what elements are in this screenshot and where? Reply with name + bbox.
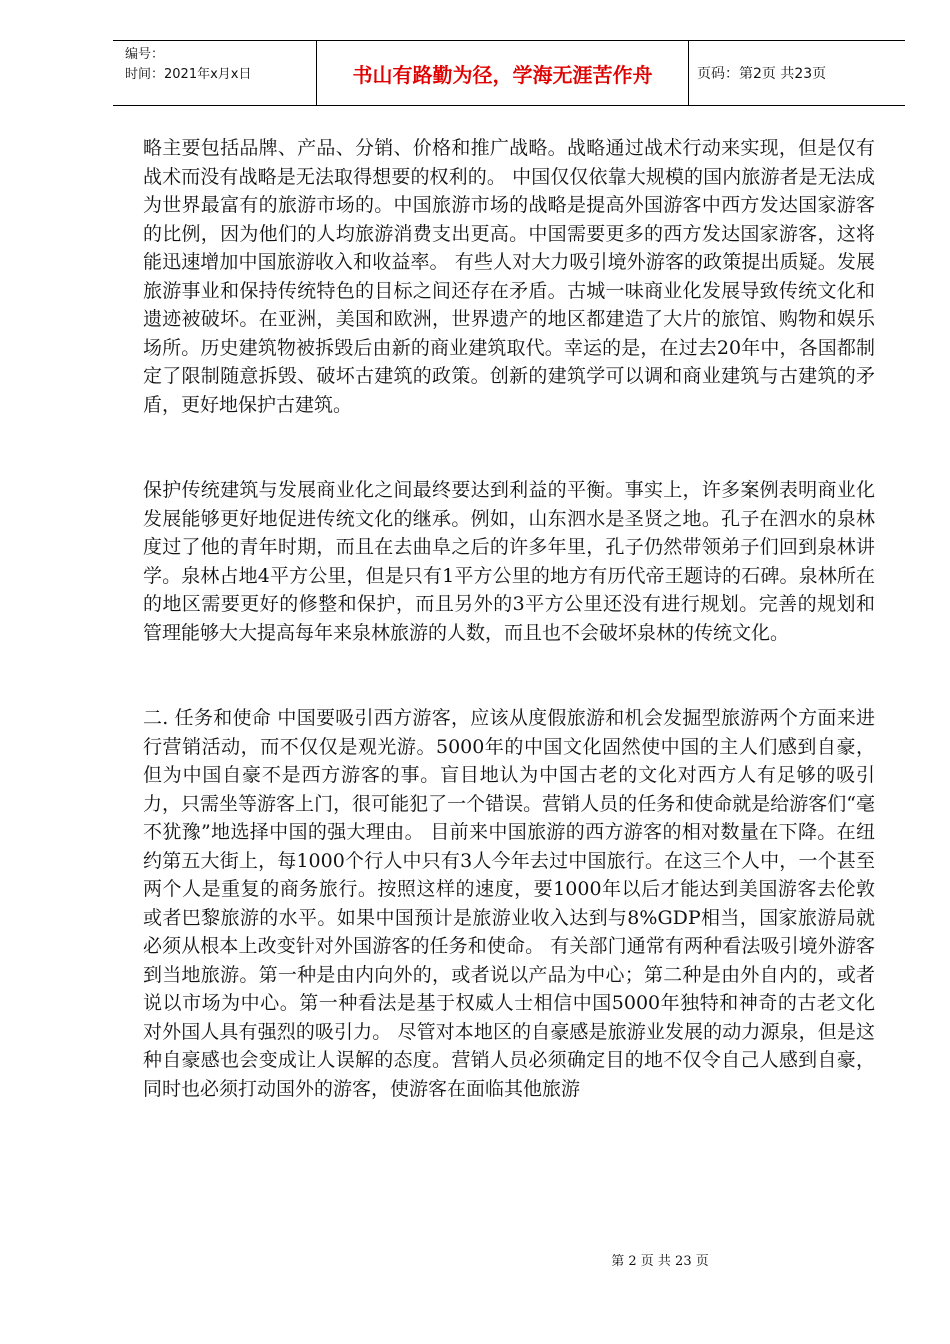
paragraph-1: 略主要包括品牌、产品、分销、价格和推广战略。战略通过战术行动来实现，但是仅有战术而没有战略是无法取得想要的权利的。 中国仅仅依靠大规模的国内旅游者是无法成为世界最富有的旅游市场的。中国旅游市场的战略是提高外国游客中西方发达国家游客的比例，因为他们的人均旅游消费支出更高。中国需要更多的西方发达国家游客，这将能迅速增加中国旅游收入和收益率。 有些人对大力吸引境外游客的政策提出质疑。发展旅游事业和保持传统特色的目标之间还存在矛盾。古城一味商业化发展导致传统文化和遗迹被破坏。在亚洲，美国和欧洲，世界遗产的地区都建造了大片的旅馆、购物和娱乐场所。历史建筑物被拆毁后由新的商业建筑取代。幸运的是，在过去20年中，各国都制定了限制随意拆毁、破坏古建筑的政策。创新的建筑学可以调和商业建筑与古建筑的矛盾，更好地保护古建筑。	[143, 137, 875, 416]
document-body	[143, 134, 875, 1103]
page-footer: 第 2 页 共 23 页	[611, 1254, 709, 1269]
number-label: 编号：	[125, 47, 165, 62]
paragraph-3: 二. 任务和使命 中国要吸引西方游客，应该从度假旅游和机会发掘型旅游两个方面来进行营销活动，而不仅仅是观光游。5000年的中国文化固然使中国的主人们感到自豪，但为中国自豪不是西方游客的事。盲目地认为中国古老的文化对西方人有足够的吸引力，只需坐等游客上门，很可能犯了一个错误。营销人员的任务和使命就是给游客们“毫不犹豫”地选择中国的强大理由。 目前来中国旅游的西方游客的相对数量在下降。在纽约第五大街上，每1000个行人中只有3人今年去过中国旅行。在这三个人中，一个甚至两个人是重复的商务旅行。按照这样的速度，要1000年以后才能达到美国游客去伦敦或者巴黎旅游的水平。如果中国预计是旅游业收入达到与8%GDP相当，国家旅游局就必须从根本上改变针对外国游客的任务和使命。 有关部门通常有两种看法吸引境外游客到当地旅游。第一种是由内向外的，或者说以产品为中心；第二种是由外自内的，或者说以市场为中心。第一种看法是基于权威人士相信中国5000年独特和神奇的古老文化对外国人具有强烈的吸引力。 尽管对本地区的自豪感是旅游业发展的动力源泉，但是这种自豪感也会变成让人误解的态度。营销人员必须确定目的地不仅令自己人感到自豪，同时也必须打动国外的游客，使游客在面临其他旅游	[143, 707, 875, 1100]
header-motto: 书山有路勤为径，学海无涯苦作舟	[316, 41, 689, 105]
paragraph-2: 保护传统建筑与发展商业化之间最终要达到利益的平衡。事实上，许多案例表明商业化发展能够更好地促进传统文化的继承。例如，山东泗水是圣贤之地。孔子在泗水的泉林度过了他的青年时期，而且在去曲阜之后的许多年里，孔子仍然带领弟子们回到泉林讲学。泉林占地4平方公里，但是只有1平方公里的地方有历代帝王题诗的石碑。泉林所在的地区需要更好的修整和保护，而且另外的3平方公里还没有进行规划。完善的规划和管理能够大大提高每年来泉林旅游的人数，而且也不会破坏泉林的传统文化。	[143, 479, 875, 644]
header-page-code: 页码：第2页 共23页	[697, 66, 827, 82]
header-meta	[113, 41, 316, 105]
page-header	[113, 40, 905, 106]
time-label: 时间：2021年x月x日	[125, 67, 252, 82]
